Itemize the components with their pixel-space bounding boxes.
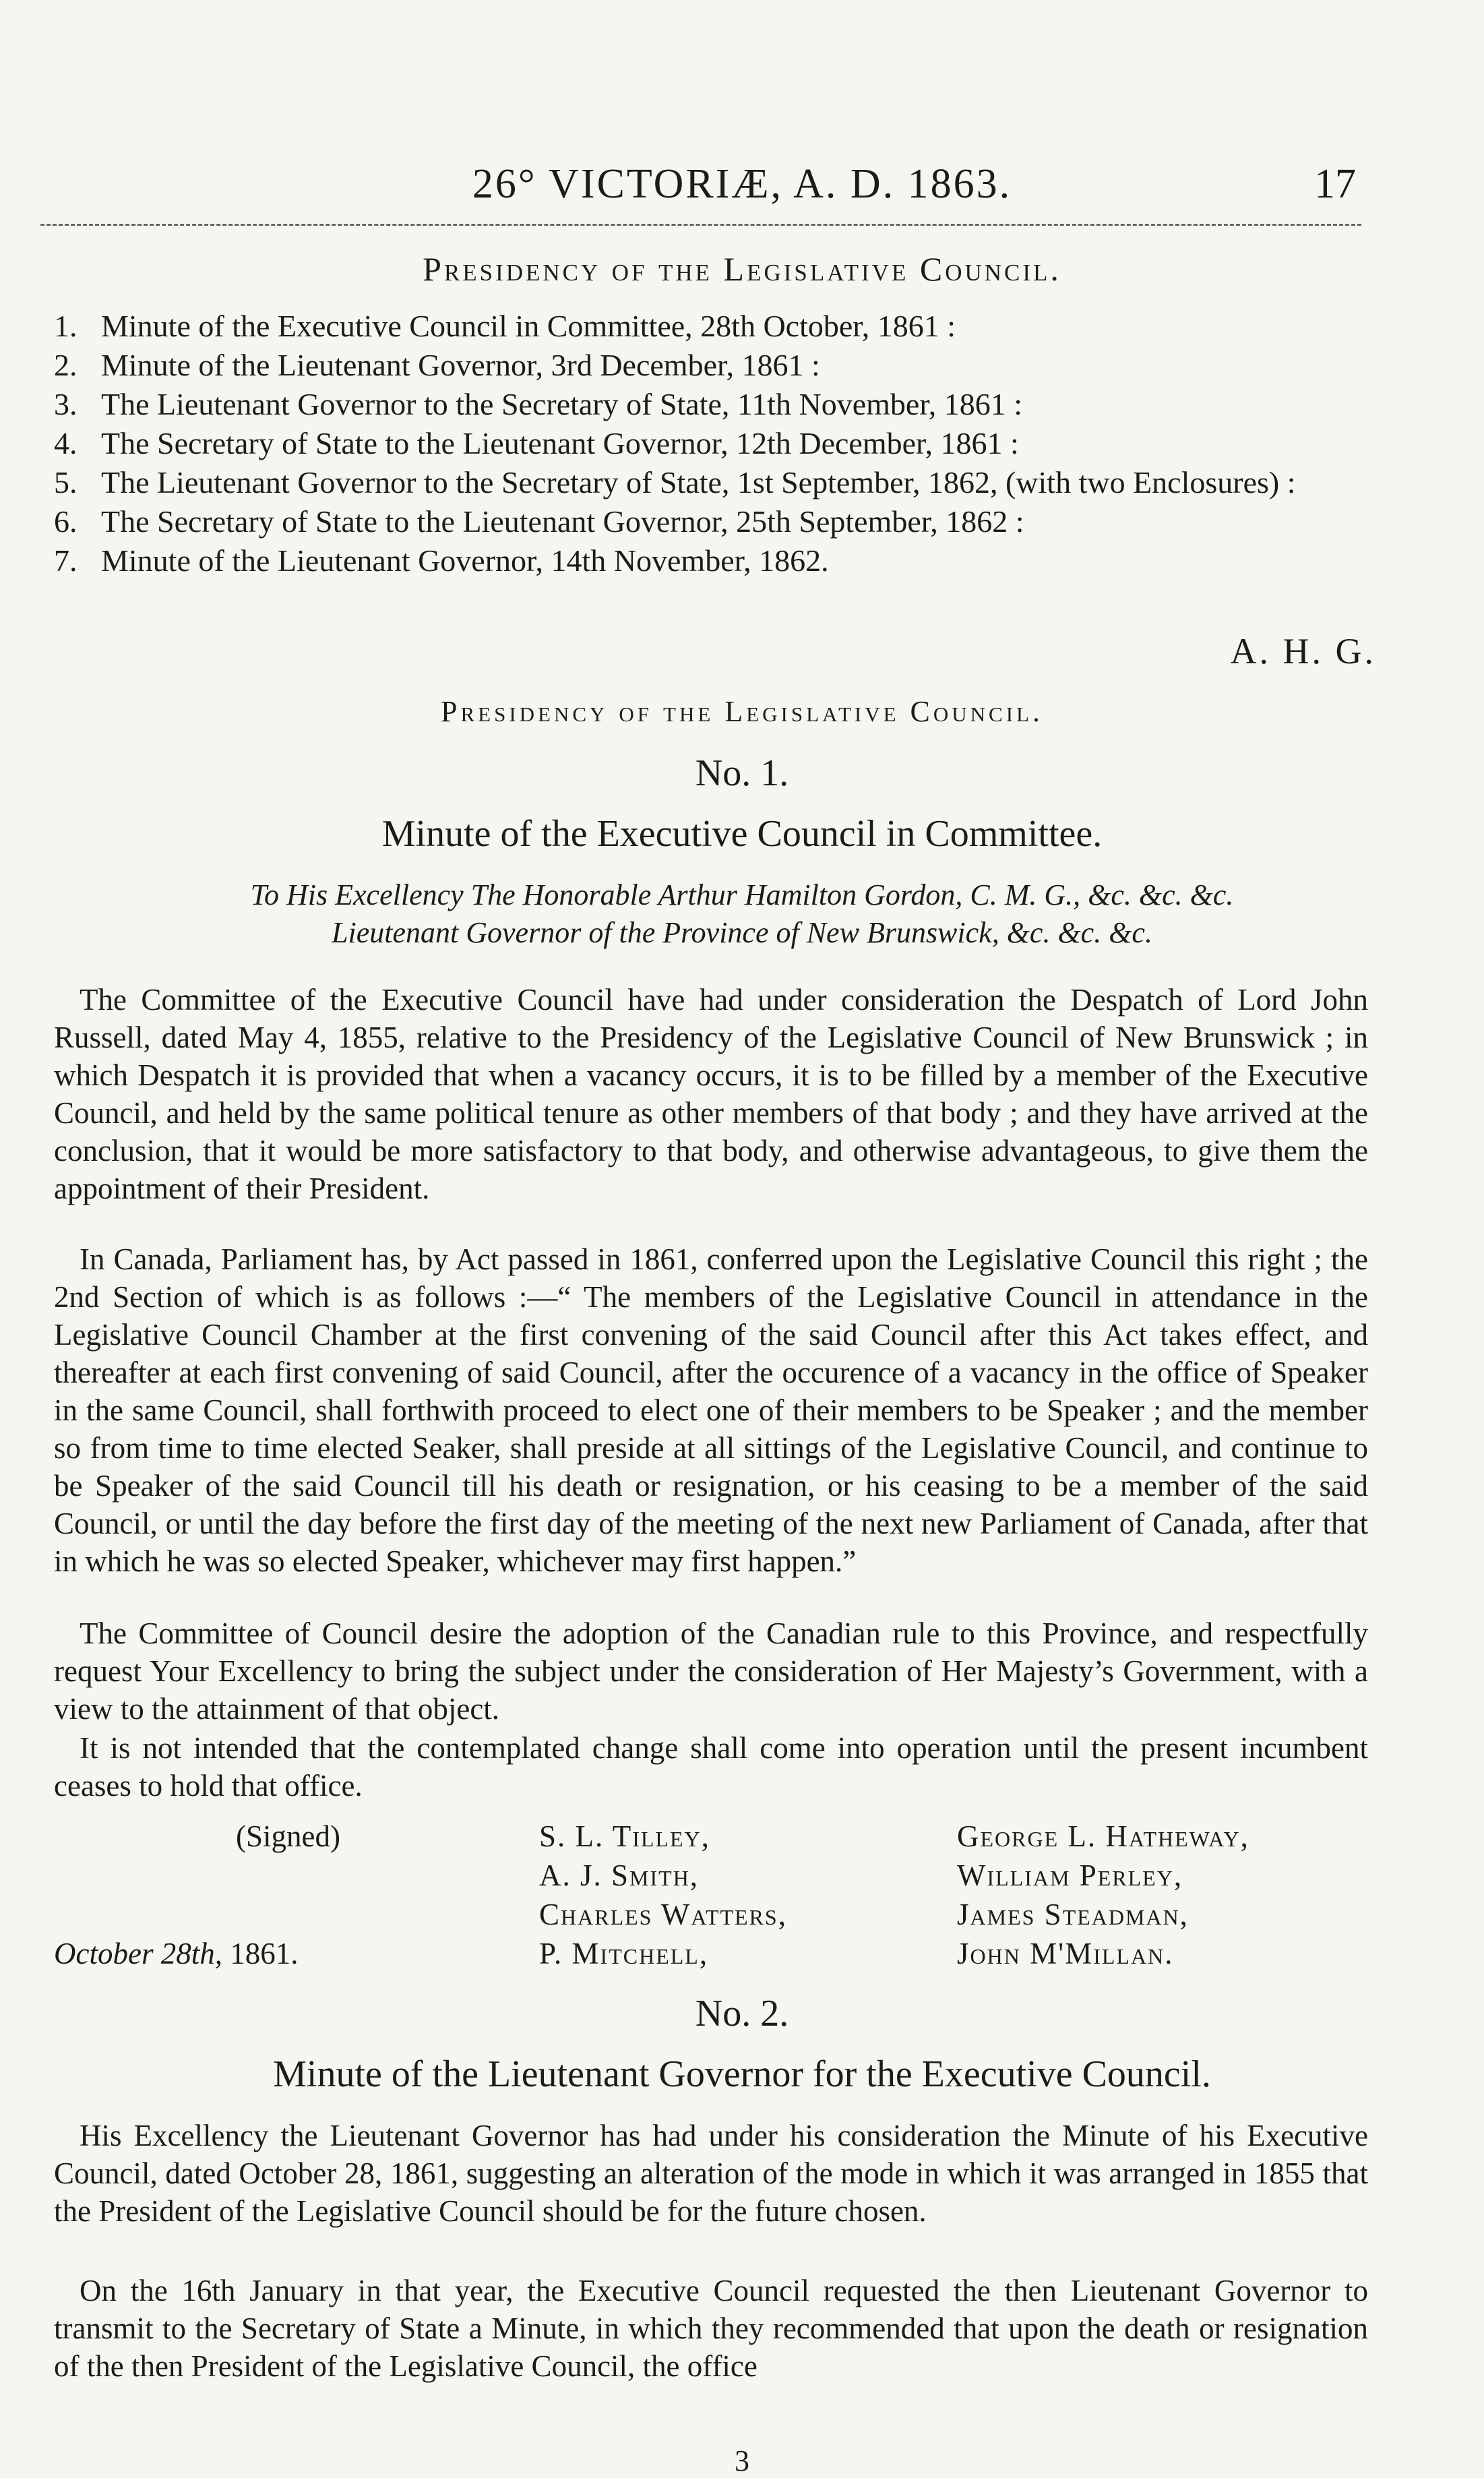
toc-item-text: Minute of the Lieutenant Governor, 14th November, 1862. xyxy=(101,543,829,578)
section-header: Presidency of the Legislative Council. xyxy=(441,695,1043,728)
header-rule xyxy=(40,224,1361,226)
toc-item-text: Minute of the Lieutenant Governor, 3rd December, 1861 : xyxy=(101,348,820,382)
no2-heading: No. 2. xyxy=(695,1993,789,2034)
address-line-2: Lieutenant Governor of the Province of New Brunswick, &c. &c. &c. xyxy=(332,916,1152,949)
toc-initials: A. H. G. xyxy=(1230,631,1376,671)
signed-label: (Signed) xyxy=(236,1819,340,1853)
signature-mark: 3 xyxy=(735,2444,749,2477)
signatory: George L. Hatheway, xyxy=(957,1819,1249,1853)
toc-item-number: 3. xyxy=(54,387,78,421)
no1-paragraph-4: It is not intended that the contemplated change shall come into operation until the present incumbent ceases to hold that office. xyxy=(54,1731,1368,1803)
toc-list xyxy=(54,307,1388,580)
toc-item-number: 1. xyxy=(54,309,78,343)
date-year: 1861. xyxy=(230,1937,299,1970)
signature-block xyxy=(54,1817,1375,1992)
signatory: A. J. Smith, xyxy=(539,1858,700,1892)
toc-item xyxy=(54,307,1388,346)
toc-item xyxy=(54,463,1388,502)
no1-title: Minute of the Executive Council in Committee. xyxy=(381,813,1103,855)
no1-paragraph-3: The Committee of Council desire the adoption of the Canadian rule to this Province, and respectfully request Your Excellency to bring the subject under the consideration of Her Majesty’s Government, with a view to the attainment of that object. xyxy=(54,1616,1368,1726)
date-month: October 28th, xyxy=(54,1937,222,1970)
toc-item xyxy=(54,424,1388,463)
no1-paragraph-2: In Canada, Parliament has, by Act passed in 1861, conferred upon the Legislative Council this right ; the 2nd Section of which is as follows :—“ The members of the Legislative Council in attendance in the Legislative Council Chamber at the first convening of the said Council after this Act takes effect, and thereafter at each first convening of said Council, after the occurence of a vacancy in the office of Speaker in the same Council, shall forthwith proceed to elect one of their members to be Speaker ; and the member so from time to time elected Seaker, shall preside at all sittings of the Legislative Council, and continue to be Speaker of the said Council till his death or resignation, or his ceasing to be a member of the said Council, or until the day before the first day of the meeting of the next new Parliament of Canada, after that in which he was so elected Speaker, whichever may first happen.” xyxy=(54,1242,1368,1578)
address-line-1: To His Excellency The Honorable Arthur Hamilton Gordon, C. M. G., &c. &c. &c. xyxy=(250,878,1234,911)
toc-item xyxy=(54,346,1388,385)
signatories-column-2 xyxy=(957,1817,1249,1973)
toc-item-text: The Lieutenant Governor to the Secretary of State, 11th November, 1861 : xyxy=(101,387,1023,421)
toc-item-text: The Lieutenant Governor to the Secretary of State, 1st September, 1862, (with two Enclosures) : xyxy=(101,465,1296,500)
page-number: 17 xyxy=(1314,161,1356,207)
signatory: William Perley, xyxy=(957,1858,1183,1892)
no2-title: Minute of the Lieutenant Governor for the Executive Council. xyxy=(273,2053,1211,2095)
toc-item-number: 7. xyxy=(54,543,78,578)
toc-item xyxy=(54,385,1388,424)
no2-paragraph-2: On the 16th January in that year, the Executive Council requested the then Lieutenant Governor to transmit to the Secretary of State a Minute, in which they recommended that upon the death or resignation of the then President of the Legislative Council, the office xyxy=(54,2274,1368,2383)
signatories-column-1 xyxy=(539,1817,787,1973)
page-header xyxy=(0,160,1484,208)
toc-item-number: 6. xyxy=(54,504,78,539)
no1-heading: No. 1. xyxy=(695,752,789,794)
no1-address xyxy=(0,876,1484,952)
toc-item-text: Minute of the Executive Council in Committee, 28th October, 1861 : xyxy=(101,309,956,343)
toc-item-number: 2. xyxy=(54,348,78,382)
toc-item-text: The Secretary of State to the Lieutenant Governor, 12th December, 1861 : xyxy=(101,426,1019,460)
signatory: John M'Millan. xyxy=(957,1937,1174,1970)
no2-paragraph-1: His Excellency the Lieutenant Governor has had under his consideration the Minute of his Executive Council, dated October 28, 1861, suggesting an alteration of the mode in which it was arranged in 1855 that the President of the Legislative Council should be for the future chosen. xyxy=(54,2119,1368,2228)
signature-date xyxy=(54,1934,298,1973)
toc-item xyxy=(54,541,1388,580)
toc-item-number: 4. xyxy=(54,426,78,460)
signatory: P. Mitchell, xyxy=(539,1937,709,1970)
no1-paragraph-1: The Committee of the Executive Council have had under consideration the Despatch of Lord John Russell, dated May 4, 1855, relative to the Presidency of the Legislative Council of New Brunswick ; in which Despatch it is provided that when a vacancy occurs, it is to be filled by a member of the Executive Council, and held by the same political tenure as other members of that body ; and they have arrived at the conclusion, that it would be more satisfactory to that body, and otherwise advantageous, to give them the appointment of their President. xyxy=(54,983,1368,1205)
running-title: 26° VICTORIÆ, A. D. 1863. xyxy=(472,161,1012,207)
signatory: Charles Watters, xyxy=(539,1898,787,1931)
signatory: James Steadman, xyxy=(957,1898,1189,1931)
toc-item-text: The Secretary of State to the Lieutenant Governor, 25th September, 1862 : xyxy=(101,504,1024,539)
toc-item xyxy=(54,502,1388,541)
signatory: S. L. Tilley, xyxy=(539,1819,710,1853)
toc-title: Presidency of the Legislative Council. xyxy=(423,250,1061,288)
toc-item-number: 5. xyxy=(54,465,78,500)
